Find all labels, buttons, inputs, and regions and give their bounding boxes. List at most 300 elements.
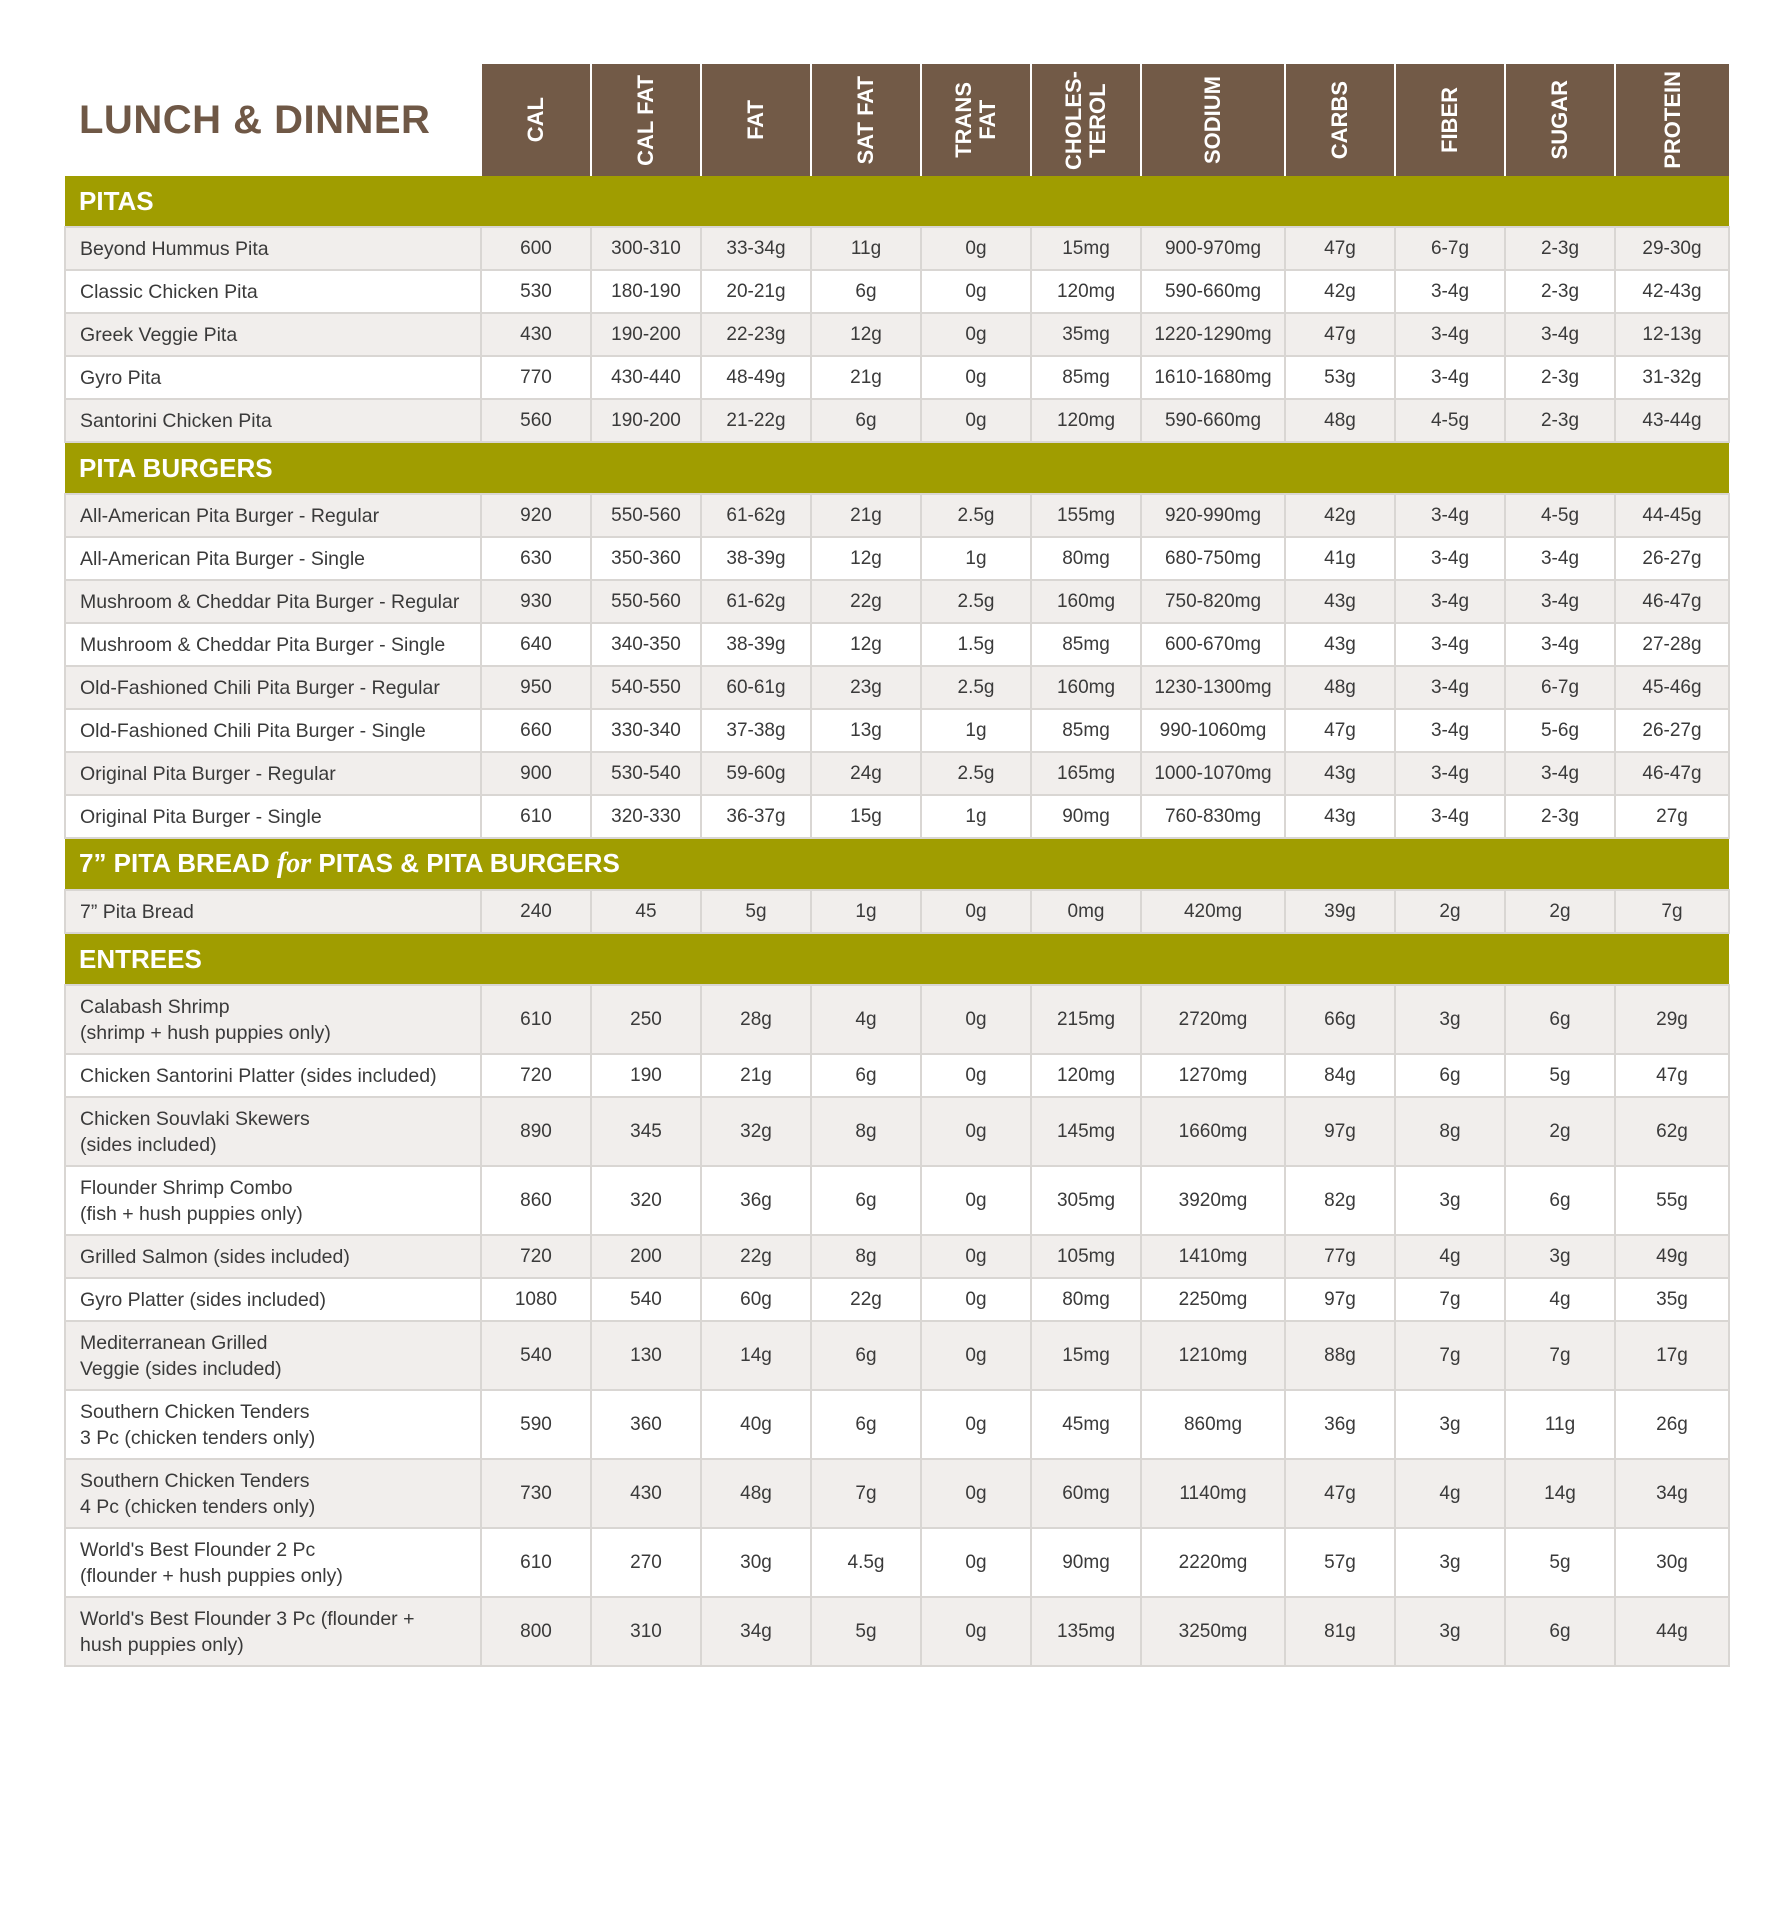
nutrient-value: 3-4g: [1395, 270, 1505, 313]
table-row: [65, 623, 1729, 666]
nutrient-value: 750-820mg: [1141, 580, 1285, 623]
item-name: Grilled Salmon (sides included): [80, 1245, 350, 1268]
item-name: Gyro Platter (sides included): [80, 1288, 327, 1311]
nutrient-value: 47g: [1285, 1459, 1395, 1528]
item-name-cell: [65, 709, 481, 752]
nutrient-value: 85mg: [1031, 356, 1141, 399]
nutrient-value: 4-5g: [1395, 399, 1505, 442]
nutrient-value: 345: [591, 1097, 701, 1166]
nutrient-value: 240: [481, 890, 591, 933]
nutrient-value: 320: [591, 1166, 701, 1235]
nutrient-value: 21g: [701, 1054, 811, 1097]
table-row: [65, 227, 1729, 270]
item-name-cell: [65, 313, 481, 356]
nutrient-value: 800: [481, 1597, 591, 1666]
nutrient-value: 35mg: [1031, 313, 1141, 356]
nutrient-value: 17g: [1615, 1321, 1729, 1390]
nutrient-value: 550-560: [591, 494, 701, 537]
item-name: World's Best Flounder 2 Pc (flounder + hush puppies only): [80, 1538, 343, 1587]
nutrient-value: 6g: [811, 1321, 921, 1390]
section-title-part: PITAS & PITA BURGERS: [311, 848, 620, 878]
nutrient-value: 2.5g: [921, 752, 1031, 795]
nutrient-value: 4g: [1395, 1235, 1505, 1278]
title-cell: [65, 64, 481, 176]
nutrient-value: 2-3g: [1505, 795, 1615, 838]
nutrient-value: 38-39g: [701, 537, 811, 580]
nutrient-value: 610: [481, 795, 591, 838]
nutrient-value: 330-340: [591, 709, 701, 752]
nutrient-value: 3g: [1395, 1528, 1505, 1597]
nutrient-value: 1g: [811, 890, 921, 933]
nutrient-value: 250: [591, 985, 701, 1054]
nutrient-value: 4g: [811, 985, 921, 1054]
item-name: Gyro Pita: [80, 366, 162, 389]
nutrient-value: 190-200: [591, 313, 701, 356]
nutrient-value: 41g: [1285, 537, 1395, 580]
item-name-cell: [65, 227, 481, 270]
nutrient-value: 47g: [1285, 709, 1395, 752]
table-row: [65, 580, 1729, 623]
nutrient-value: 1080: [481, 1278, 591, 1321]
item-name-cell: [65, 270, 481, 313]
table-row: [65, 1390, 1729, 1459]
nutrient-value: 34g: [701, 1597, 811, 1666]
nutrient-value: 340-350: [591, 623, 701, 666]
item-name: Chicken Souvlaki Skewers (sides included): [80, 1107, 310, 1156]
nutrient-value: 770: [481, 356, 591, 399]
item-name: Southern Chicken Tenders 4 Pc (chicken tenders only): [80, 1469, 316, 1518]
nutrient-value: 3-4g: [1395, 623, 1505, 666]
nutrient-value: 3-4g: [1395, 580, 1505, 623]
nutrient-value: 120mg: [1031, 1054, 1141, 1097]
item-name: Santorini Chicken Pita: [80, 409, 272, 432]
nutrient-value: 2220mg: [1141, 1528, 1285, 1597]
item-name: Flounder Shrimp Combo (fish + hush puppies only): [80, 1176, 303, 1225]
column-header-label: TRANS FAT: [951, 82, 1000, 158]
nutrient-value: 680-750mg: [1141, 537, 1285, 580]
nutrient-value: 49g: [1615, 1235, 1729, 1278]
nutrient-value: 590-660mg: [1141, 399, 1285, 442]
nutrient-value: 2g: [1395, 890, 1505, 933]
nutrient-value: 590-660mg: [1141, 270, 1285, 313]
section-title: [65, 933, 1729, 985]
nutrient-value: 120mg: [1031, 270, 1141, 313]
nutrient-value: 48g: [1285, 399, 1395, 442]
nutrient-value: 860: [481, 1166, 591, 1235]
nutrient-value: 215mg: [1031, 985, 1141, 1054]
nutrient-value: 350-360: [591, 537, 701, 580]
nutrient-value: 6g: [811, 1054, 921, 1097]
nutrient-value: 15mg: [1031, 227, 1141, 270]
table-row: [65, 666, 1729, 709]
nutrient-value: 5g: [811, 1597, 921, 1666]
nutrient-value: 30g: [1615, 1528, 1729, 1597]
nutrient-value: 0g: [921, 1597, 1031, 1666]
column-header-sugar: [1505, 64, 1615, 176]
column-header-carbs: [1285, 64, 1395, 176]
section-title: [65, 176, 1729, 227]
nutrient-value: 2g: [1505, 1097, 1615, 1166]
table-row: [65, 1166, 1729, 1235]
nutrient-value: 3-4g: [1505, 313, 1615, 356]
nutrient-value: 4.5g: [811, 1528, 921, 1597]
item-name: Greek Veggie Pita: [80, 323, 238, 346]
nutrient-value: 47g: [1285, 313, 1395, 356]
item-name-cell: [65, 1459, 481, 1528]
nutrient-value: 47g: [1285, 227, 1395, 270]
nutrient-value: 135mg: [1031, 1597, 1141, 1666]
item-name: Chicken Santorini Platter (sides included): [80, 1064, 437, 1087]
nutrient-value: 190: [591, 1054, 701, 1097]
nutrient-value: 1610-1680mg: [1141, 356, 1285, 399]
table-row: [65, 1321, 1729, 1390]
column-header-label: SODIUM: [1200, 76, 1225, 164]
nutrient-value: 1270mg: [1141, 1054, 1285, 1097]
nutrient-value: 60g: [701, 1278, 811, 1321]
item-name: Original Pita Burger - Single: [80, 805, 322, 828]
nutrient-value: 3-4g: [1505, 623, 1615, 666]
page-title: LUNCH & DINNER: [79, 97, 431, 142]
item-name: All-American Pita Burger - Single: [80, 547, 366, 570]
nutrient-value: 57g: [1285, 1528, 1395, 1597]
nutrient-value: 66g: [1285, 985, 1395, 1054]
nutrient-value: 320-330: [591, 795, 701, 838]
nutrient-value: 6g: [1505, 985, 1615, 1054]
item-name-cell: [65, 1528, 481, 1597]
nutrient-value: 4g: [1505, 1278, 1615, 1321]
nutrient-value: 47g: [1615, 1054, 1729, 1097]
table-row: [65, 399, 1729, 442]
nutrient-value: 6g: [1395, 1054, 1505, 1097]
table-row: [65, 494, 1729, 537]
nutrient-value: 155mg: [1031, 494, 1141, 537]
nutrient-value: 5g: [1505, 1054, 1615, 1097]
nutrient-value: 3g: [1395, 1166, 1505, 1235]
column-header-cholesterol: [1031, 64, 1141, 176]
table-row: [65, 1054, 1729, 1097]
nutrient-value: 12g: [811, 537, 921, 580]
nutrient-value: 80mg: [1031, 1278, 1141, 1321]
nutrient-value: 8g: [811, 1097, 921, 1166]
nutrient-value: 1000-1070mg: [1141, 752, 1285, 795]
nutrient-value: 890: [481, 1097, 591, 1166]
nutrient-value: 97g: [1285, 1278, 1395, 1321]
column-header-label: SAT FAT: [853, 75, 878, 165]
nutrient-value: 1g: [921, 795, 1031, 838]
nutrient-value: 6g: [1505, 1166, 1615, 1235]
nutrient-value: 120mg: [1031, 399, 1141, 442]
nutrient-value: 24g: [811, 752, 921, 795]
nutrient-value: 29-30g: [1615, 227, 1729, 270]
section-header: [65, 838, 1729, 890]
nutrient-value: 53g: [1285, 356, 1395, 399]
nutrient-value: 7g: [1615, 890, 1729, 933]
nutrient-value: 360: [591, 1390, 701, 1459]
nutrient-value: 1410mg: [1141, 1235, 1285, 1278]
nutrient-value: 8g: [1395, 1097, 1505, 1166]
nutrient-value: 90mg: [1031, 795, 1141, 838]
item-name: Mediterranean Grilled Veggie (sides included): [80, 1331, 282, 1380]
nutrient-value: 81g: [1285, 1597, 1395, 1666]
nutrient-value: 30g: [701, 1528, 811, 1597]
column-header-fat: [701, 64, 811, 176]
nutrient-value: 26-27g: [1615, 537, 1729, 580]
nutrient-value: 1230-1300mg: [1141, 666, 1285, 709]
item-name-cell: [65, 580, 481, 623]
nutrient-value: 540: [481, 1321, 591, 1390]
nutrient-value: 6g: [811, 399, 921, 442]
nutrient-value: 6-7g: [1395, 227, 1505, 270]
item-name-cell: [65, 1166, 481, 1235]
nutrient-value: 1660mg: [1141, 1097, 1285, 1166]
nutrient-value: 1.5g: [921, 623, 1031, 666]
section-header: [65, 933, 1729, 985]
nutrient-value: 145mg: [1031, 1097, 1141, 1166]
nutrient-value: 61-62g: [701, 494, 811, 537]
nutrient-value: 530: [481, 270, 591, 313]
nutrient-value: 3-4g: [1395, 494, 1505, 537]
nutrient-value: 26g: [1615, 1390, 1729, 1459]
nutrient-value: 3-4g: [1395, 356, 1505, 399]
nutrient-value: 0g: [921, 270, 1031, 313]
table-row: [65, 890, 1729, 933]
nutrient-value: 0mg: [1031, 890, 1141, 933]
table-row: [65, 1459, 1729, 1528]
item-name-cell: [65, 623, 481, 666]
nutrient-value: 21g: [811, 494, 921, 537]
nutrient-value: 3-4g: [1505, 580, 1615, 623]
table-row: [65, 709, 1729, 752]
nutrient-value: 43g: [1285, 623, 1395, 666]
item-name-cell: [65, 399, 481, 442]
nutrient-value: 21-22g: [701, 399, 811, 442]
nutrient-value: 5g: [1505, 1528, 1615, 1597]
nutrient-value: 88g: [1285, 1321, 1395, 1390]
item-name-cell: [65, 1321, 481, 1390]
item-name-cell: [65, 1597, 481, 1666]
table-row: [65, 1097, 1729, 1166]
nutrient-value: 0g: [921, 890, 1031, 933]
nutrient-value: 22g: [811, 580, 921, 623]
nutrient-value: 190-200: [591, 399, 701, 442]
nutrient-value: 720: [481, 1235, 591, 1278]
nutrient-value: 550-560: [591, 580, 701, 623]
item-name: All-American Pita Burger - Regular: [80, 504, 380, 527]
nutrient-value: 22g: [811, 1278, 921, 1321]
nutrient-value: 3g: [1395, 985, 1505, 1054]
nutrient-value: 26-27g: [1615, 709, 1729, 752]
nutrient-value: 0g: [921, 1278, 1031, 1321]
nutrient-value: 0g: [921, 1097, 1031, 1166]
nutrient-value: 300-310: [591, 227, 701, 270]
nutrient-value: 3g: [1505, 1235, 1615, 1278]
nutrient-value: 42g: [1285, 494, 1395, 537]
nutrient-value: 0g: [921, 227, 1031, 270]
nutrient-value: 4-5g: [1505, 494, 1615, 537]
nutrient-value: 0g: [921, 1459, 1031, 1528]
nutrient-value: 160mg: [1031, 666, 1141, 709]
nutrient-value: 3g: [1395, 1390, 1505, 1459]
nutrient-value: 97g: [1285, 1097, 1395, 1166]
nutrient-value: 12-13g: [1615, 313, 1729, 356]
nutrient-value: 0g: [921, 1054, 1031, 1097]
item-name-cell: [65, 1278, 481, 1321]
nutrient-value: 32g: [701, 1097, 811, 1166]
nutrient-value: 2250mg: [1141, 1278, 1285, 1321]
nutrient-value: 2-3g: [1505, 270, 1615, 313]
nutrient-value: 27-28g: [1615, 623, 1729, 666]
item-name: Mushroom & Cheddar Pita Burger - Regular: [80, 590, 460, 613]
nutrient-value: 930: [481, 580, 591, 623]
item-name-cell: [65, 985, 481, 1054]
nutrient-value: 640: [481, 623, 591, 666]
nutrient-value: 0g: [921, 313, 1031, 356]
nutrient-value: 44g: [1615, 1597, 1729, 1666]
nutrient-value: 0g: [921, 1321, 1031, 1390]
nutrient-value: 3-4g: [1395, 537, 1505, 580]
item-name-cell: [65, 890, 481, 933]
nutrient-value: 3-4g: [1395, 313, 1505, 356]
nutrient-value: 610: [481, 985, 591, 1054]
nutrient-value: 45: [591, 890, 701, 933]
nutrient-value: 4g: [1395, 1459, 1505, 1528]
nutrient-value: 3250mg: [1141, 1597, 1285, 1666]
nutrient-value: 0g: [921, 985, 1031, 1054]
nutrient-value: 3-4g: [1395, 709, 1505, 752]
table-row: [65, 1278, 1729, 1321]
nutrient-value: 180-190: [591, 270, 701, 313]
nutrient-value: 7g: [1395, 1321, 1505, 1390]
column-header-cal-fat: [591, 64, 701, 176]
nutrient-value: 6g: [811, 1390, 921, 1459]
nutrient-value: 7g: [1505, 1321, 1615, 1390]
item-name: Old-Fashioned Chili Pita Burger - Regular: [80, 676, 440, 699]
column-header-label: CARBS: [1327, 80, 1352, 160]
nutrient-value: 14g: [1505, 1459, 1615, 1528]
table-row: [65, 270, 1729, 313]
nutrition-table: [64, 64, 1730, 1667]
nutrient-value: 305mg: [1031, 1166, 1141, 1235]
nutrient-value: 21g: [811, 356, 921, 399]
nutrient-value: 1220-1290mg: [1141, 313, 1285, 356]
nutrient-value: 1g: [921, 709, 1031, 752]
item-name: Classic Chicken Pita: [80, 280, 258, 303]
nutrient-value: 430: [481, 313, 591, 356]
item-name: Original Pita Burger - Regular: [80, 762, 336, 785]
nutrient-value: 540: [591, 1278, 701, 1321]
nutrient-value: 1210mg: [1141, 1321, 1285, 1390]
nutrient-value: 60-61g: [701, 666, 811, 709]
item-name-cell: [65, 795, 481, 838]
nutrient-value: 2.5g: [921, 666, 1031, 709]
nutrient-value: 2-3g: [1505, 399, 1615, 442]
nutrient-value: 48g: [1285, 666, 1395, 709]
nutrient-value: 3-4g: [1505, 752, 1615, 795]
nutrient-value: 45mg: [1031, 1390, 1141, 1459]
nutrient-value: 0g: [921, 399, 1031, 442]
nutrient-value: 0g: [921, 1390, 1031, 1459]
nutrient-value: 44-45g: [1615, 494, 1729, 537]
nutrient-value: 730: [481, 1459, 591, 1528]
nutrient-value: 3-4g: [1395, 795, 1505, 838]
nutrient-value: 23g: [811, 666, 921, 709]
item-name-cell: [65, 494, 481, 537]
nutrient-value: 160mg: [1031, 580, 1141, 623]
nutrient-value: 3920mg: [1141, 1166, 1285, 1235]
nutrient-value: 560: [481, 399, 591, 442]
nutrient-value: 540-550: [591, 666, 701, 709]
table-row: [65, 313, 1729, 356]
nutrient-value: 36-37g: [701, 795, 811, 838]
item-name: Old-Fashioned Chili Pita Burger - Single: [80, 719, 426, 742]
column-header-cal: [481, 64, 591, 176]
nutrient-value: 720: [481, 1054, 591, 1097]
nutrient-value: 0g: [921, 1235, 1031, 1278]
nutrient-value: 130: [591, 1321, 701, 1390]
column-header-sodium: [1141, 64, 1285, 176]
column-header-label: SUGAR: [1547, 80, 1572, 160]
nutrient-value: 42-43g: [1615, 270, 1729, 313]
item-name-cell: [65, 1235, 481, 1278]
nutrient-value: 85mg: [1031, 709, 1141, 752]
nutrient-value: 600-670mg: [1141, 623, 1285, 666]
nutrient-value: 3-4g: [1395, 752, 1505, 795]
nutrient-value: 6g: [811, 270, 921, 313]
table-row: [65, 1528, 1729, 1597]
nutrient-value: 5-6g: [1505, 709, 1615, 752]
table-row: [65, 752, 1729, 795]
nutrient-value: 90mg: [1031, 1528, 1141, 1597]
item-name-cell: [65, 752, 481, 795]
nutrient-value: 43g: [1285, 580, 1395, 623]
nutrient-value: 80mg: [1031, 537, 1141, 580]
section-title-text: PITA BURGERS: [79, 452, 273, 483]
nutrient-value: 920-990mg: [1141, 494, 1285, 537]
nutrient-value: 7g: [811, 1459, 921, 1528]
nutrient-value: 46-47g: [1615, 752, 1729, 795]
nutrient-value: 40g: [701, 1390, 811, 1459]
nutrient-value: 6-7g: [1505, 666, 1615, 709]
item-name-cell: [65, 1054, 481, 1097]
item-name-cell: [65, 537, 481, 580]
item-name: Calabash Shrimp (shrimp + hush puppies only): [80, 995, 331, 1044]
table-row: [65, 1235, 1729, 1278]
nutrient-value: 920: [481, 494, 591, 537]
nutrient-value: 55g: [1615, 1166, 1729, 1235]
nutrient-value: 610: [481, 1528, 591, 1597]
nutrient-value: 85mg: [1031, 623, 1141, 666]
column-header-fiber: [1395, 64, 1505, 176]
item-name: Southern Chicken Tenders 3 Pc (chicken tenders only): [80, 1400, 316, 1449]
item-name-cell: [65, 1390, 481, 1459]
nutrient-value: 77g: [1285, 1235, 1395, 1278]
nutrient-value: 900: [481, 752, 591, 795]
column-header-label: CAL: [523, 97, 548, 143]
nutrient-value: 0g: [921, 1528, 1031, 1597]
nutrient-value: 35g: [1615, 1278, 1729, 1321]
section-header: [65, 442, 1729, 494]
nutrient-value: 43g: [1285, 752, 1395, 795]
nutrient-value: 2g: [1505, 890, 1615, 933]
nutrient-value: 430-440: [591, 356, 701, 399]
nutrient-value: 22-23g: [701, 313, 811, 356]
nutrient-value: 42g: [1285, 270, 1395, 313]
nutrient-value: 36g: [701, 1166, 811, 1235]
nutrient-value: 200: [591, 1235, 701, 1278]
nutrient-value: 590: [481, 1390, 591, 1459]
section-title-italic: for: [276, 848, 312, 879]
nutrient-value: 660: [481, 709, 591, 752]
